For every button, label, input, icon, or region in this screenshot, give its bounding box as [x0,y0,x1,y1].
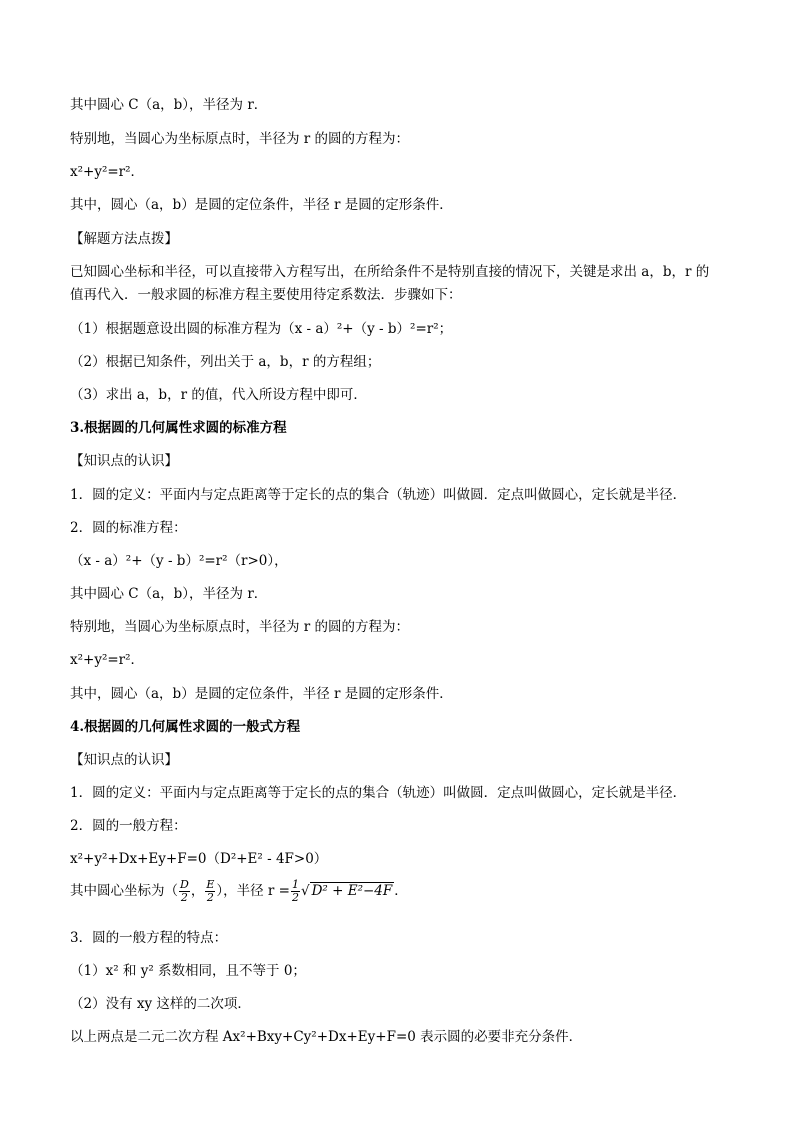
text-line: x²+y²=r²． [70,652,145,668]
text-line: 特别地，当圆心为坐标原点时，半径为 r 的圆的方程为： [70,131,410,147]
fraction-one-half: $\frac{1}{2}$ [291,878,299,904]
text-line: 其中圆心 C（a，b），半径为 r． [70,586,268,602]
text-line: 【知识点的认识】 [70,453,178,469]
fraction-d-over-2: $\frac{D}{2}$ [180,878,189,904]
text-line: （1）根据题意设出圆的标准方程为（x - a）²+（y - b）²=r²； [70,321,453,337]
text-line: 3．圆的一般方程的特点： [70,930,228,946]
text-line: 特别地，当圆心为坐标原点时，半径为 r 的圆的方程为： [70,619,410,635]
text-line: 其中圆心 C（a，b），半径为 r． [70,97,268,113]
text-line: （2）根据已知条件，列出关于 a，b，r 的方程组； [70,354,381,370]
text-line: 已知圆心坐标和半径，可以直接带入方程写出，在所给条件不是特别直接的情况下，关键是求出 a，b，r 的 [70,264,710,280]
text-line: 以上两点是二元二次方程 Ax²+Bxy+Cy²+Dx+Ey+F=0 表示圆的必要非充分条件． [70,1029,583,1045]
text-line: 2．圆的一般方程： [70,818,187,834]
text-line: 其中，圆心（a，b）是圆的定位条件，半径 r 是圆的定形条件． [70,686,453,702]
formula-middle: ），半径 r = [216,883,290,899]
text-line: x²+y²=r²． [70,164,145,180]
text-line: （3）求出 a，b，r 的值，代入所设方程中即可． [70,387,367,403]
text-line: 【解题方法点拨】 [70,231,178,247]
text-line: 【知识点的认识】 [70,752,178,768]
section-heading: 4.根据圆的几何属性求圆的一般式方程 [70,719,301,735]
center-radius-formula: 其中圆心坐标为（ $\frac{D}{2}$ ， $\frac{E}{2}$ ），半径 r = $\frac{1}{2}$ √ D² + E²−4F ． [70,878,408,904]
section-heading: 3.根据圆的几何属性求圆的标准方程 [70,420,287,436]
text-line: 2．圆的标准方程： [70,520,187,536]
text-line: 值再代入．一般求圆的标准方程主要使用待定系数法．步骤如下： [70,287,462,303]
text-line: 1．圆的定义：平面内与定点距离等于定长的点的集合（轨迹）叫做圆．定点叫做圆心，定长就是半径． [70,487,687,503]
text-line: 其中，圆心（a，b）是圆的定位条件，半径 r 是圆的定形条件． [70,197,453,213]
text-line: （2）没有 xy 这样的二次项． [70,996,251,1012]
text-line: x²+y²+Dx+Ey+F=0（D²+E² - 4F>0） [70,851,328,867]
text-line: （1）x² 和 y² 系数相同，且不等于 0； [70,963,306,979]
fraction-e-over-2: $\frac{E}{2}$ [206,878,215,904]
square-root: √ D² + E²−4F [300,883,393,899]
text-line: 1．圆的定义：平面内与定点距离等于定长的点的集合（轨迹）叫做圆．定点叫做圆心，定长就是半径． [70,785,687,801]
formula-prefix: 其中圆心坐标为（ [70,883,178,899]
text-line: （x - a）²+（y - b）²=r²（r>0）， [70,553,288,569]
